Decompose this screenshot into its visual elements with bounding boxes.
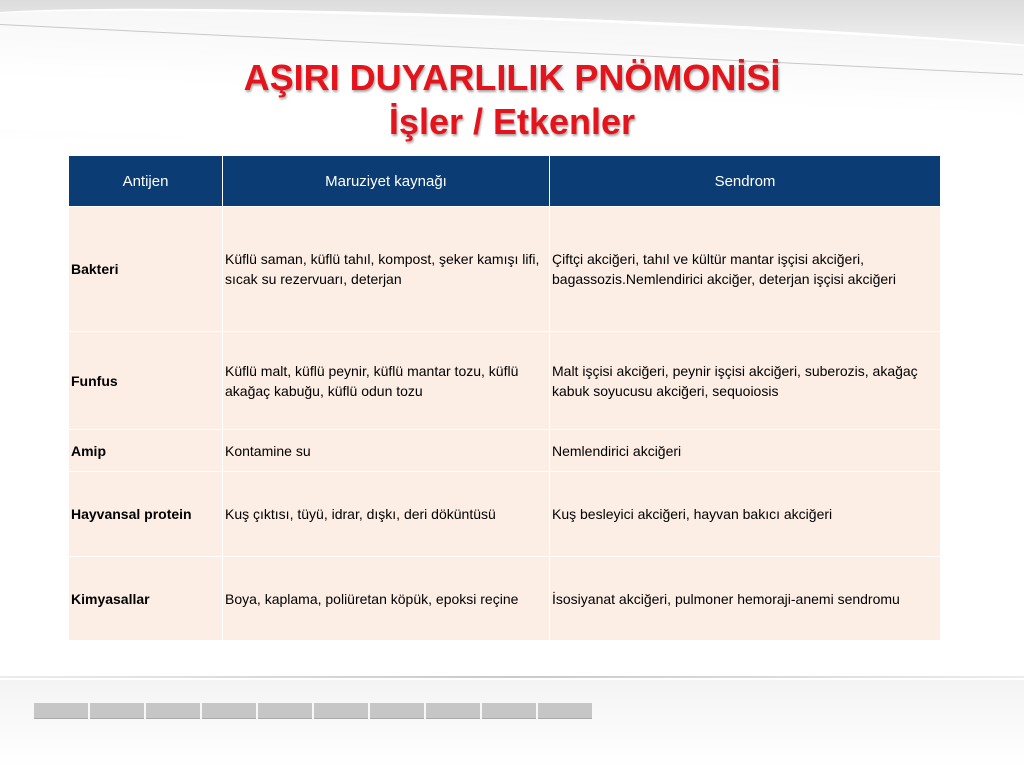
source-cell: Kuş çıktısı, tüyü, idrar, dışkı, deri döküntüsü <box>223 472 550 557</box>
antigen-cell: Funfus <box>69 332 223 430</box>
footer-segment <box>482 703 536 719</box>
syndrome-cell: Çiftçi akciğeri, tahıl ve kültür mantar işçisi akciğeri, bagassozis.Nemlendirici akciğer, deterjan işçisi akciğeri <box>550 207 941 332</box>
footer-segment <box>146 703 200 719</box>
slide-title-line1: AŞIRI DUYARLILIK PNÖMONİSİ <box>243 57 781 98</box>
source-cell: Kontamine su <box>223 430 550 472</box>
syndrome-cell: İsosiyanat akciğeri, pulmoner hemoraji-anemi sendromu <box>550 557 941 641</box>
table-row <box>69 472 941 557</box>
antigen-cell: Bakteri <box>69 207 223 332</box>
antigen-cell: Hayvansal protein <box>69 472 223 557</box>
source-cell: Boya, kaplama, poliüretan köpük, epoksi reçine <box>223 557 550 641</box>
footer-background <box>0 680 1024 768</box>
footer-segment <box>34 703 88 719</box>
header-exposure-source: Maruziyet kaynağı <box>223 156 550 207</box>
footer-divider <box>0 676 1024 678</box>
header-syndrome: Sendrom <box>550 156 941 207</box>
footer-segment <box>538 703 592 719</box>
table-row <box>69 207 941 332</box>
slide-title <box>0 56 1024 144</box>
table-row <box>69 332 941 430</box>
slide-title-line2: İşler / Etkenler <box>388 101 636 142</box>
footer-segment <box>314 703 368 719</box>
antigen-cell: Amip <box>69 430 223 472</box>
header-antigen: Antijen <box>69 156 223 207</box>
source-cell: Küflü saman, küflü tahıl, kompost, şeker kamışı lifi, sıcak su rezervuarı, deterjan <box>223 207 550 332</box>
table-row <box>69 557 941 641</box>
footer-segment <box>258 703 312 719</box>
syndrome-cell: Nemlendirici akciğeri <box>550 430 941 472</box>
antigen-cell: Kimyasallar <box>69 557 223 641</box>
footer-segment <box>426 703 480 719</box>
footer-segment <box>90 703 144 719</box>
syndrome-cell: Kuş besleyici akciğeri, hayvan bakıcı akciğeri <box>550 472 941 557</box>
footer-segment-bar <box>34 703 594 719</box>
table-header-row <box>69 156 941 207</box>
syndrome-cell: Malt işçisi akciğeri, peynir işçisi akciğeri, suberozis, akağaç kabuk soyucusu akciğeri, sequoiosis <box>550 332 941 430</box>
table-row <box>69 430 941 472</box>
footer-segment <box>202 703 256 719</box>
antigen-table <box>68 155 941 641</box>
footer-segment <box>370 703 424 719</box>
source-cell: Küflü malt, küflü peynir, küflü mantar tozu, küflü akağaç kabuğu, küflü odun tozu <box>223 332 550 430</box>
